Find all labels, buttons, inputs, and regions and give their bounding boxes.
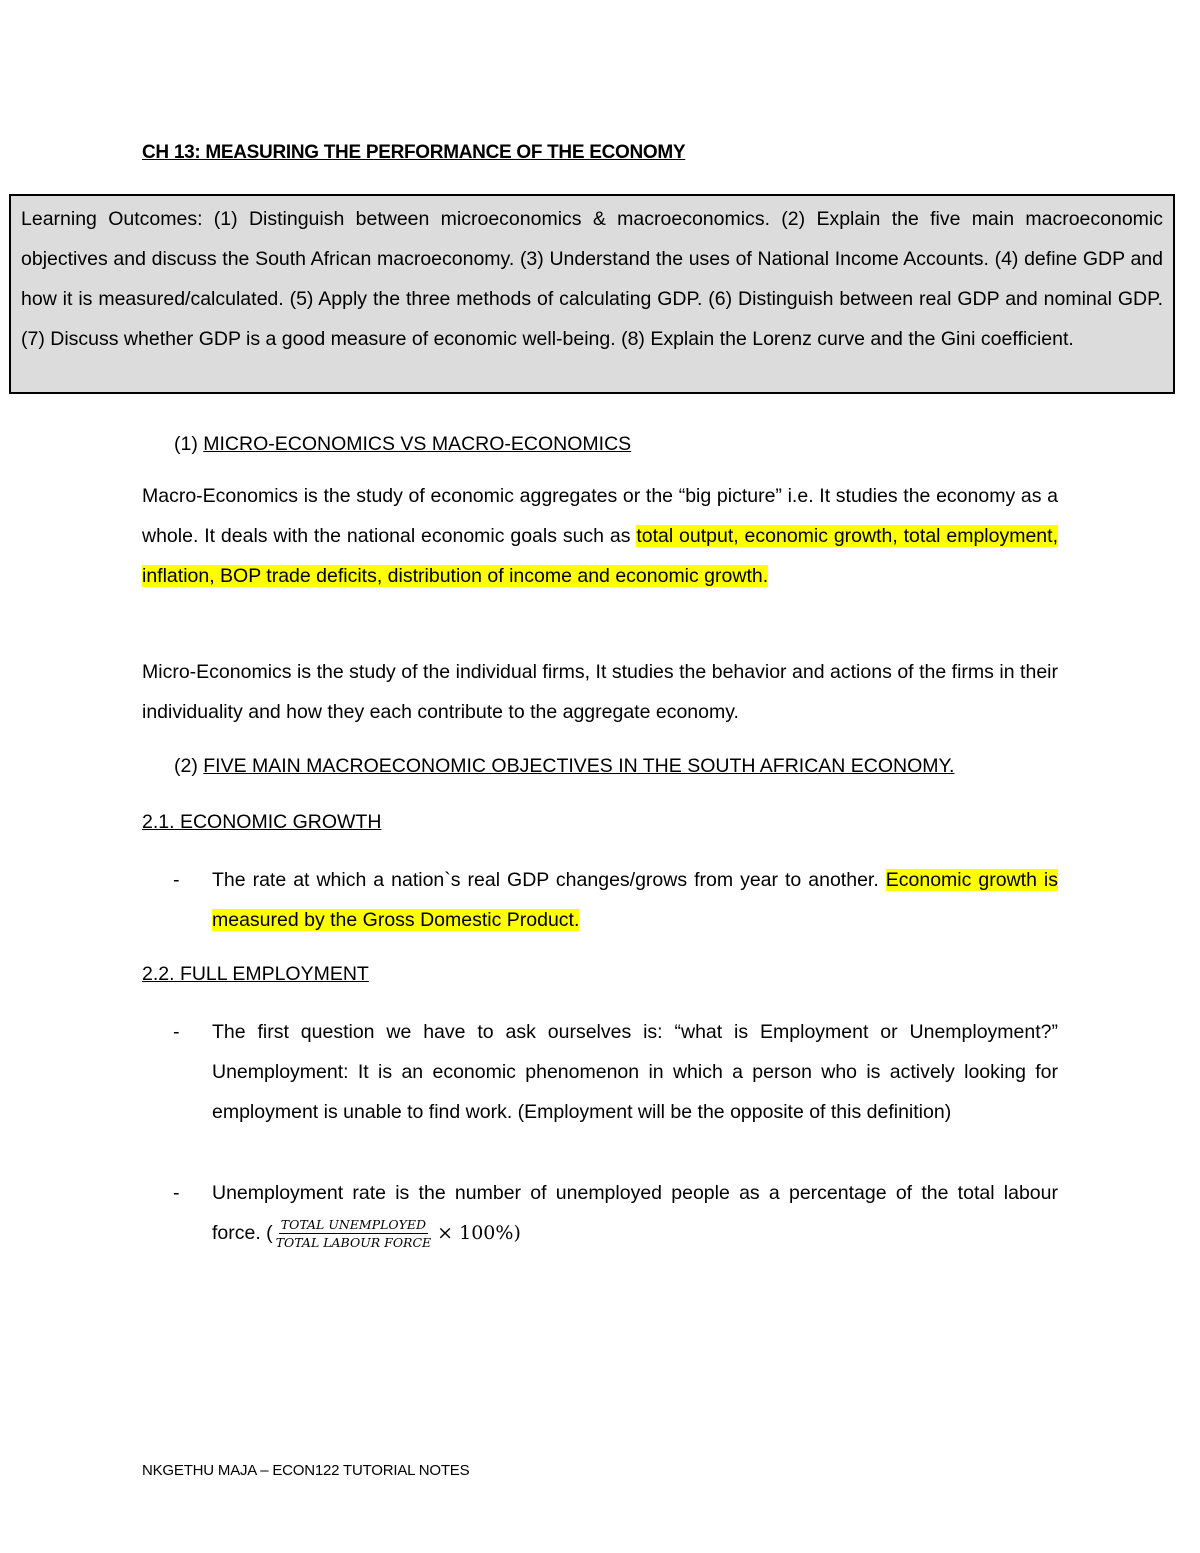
- list-dash: -: [173, 869, 180, 891]
- growth-bullet-text: The rate at which a nation`s real GDP changes/grows from year to another.: [212, 869, 886, 891]
- section2-number: (2): [174, 755, 204, 777]
- list-item: [212, 860, 1058, 940]
- employment-bullet1-text: The first question we have to ask ourselves is: “what is Employment or Unemployment?” Unemployment: It is an economic phenomenon in which a person who is actively looking for employment is unable to find work. (Employment will be the opposite of this definition): [212, 1021, 1058, 1123]
- macro-paragraph: [142, 476, 1058, 596]
- section1-heading-text: MICRO-ECONOMICS VS MACRO-ECONOMICS: [203, 433, 632, 455]
- section1-number: (1): [174, 433, 204, 455]
- page-footer: NKGETHU MAJA – ECON122 TUTORIAL NOTES: [142, 1462, 470, 1479]
- macro-text: Macro-Economics is the study of economic aggregates or the “big picture” i.e. It studies the economy as a whole. It deals with the national economic goals such as: [142, 485, 1058, 547]
- list-dash: -: [173, 1021, 180, 1043]
- micro-paragraph: [142, 652, 1058, 732]
- fraction-numerator: TOTAL UNEMPLOYED: [280, 1217, 427, 1233]
- employment-bullet2-text: Unemployment rate is the number of unemployed people as a percentage of the total labour force. (: [212, 1182, 1058, 1244]
- section1-heading: [174, 424, 631, 464]
- growth-bullet-highlight: Economic growth is measured by the Gross Domestic Product.: [212, 869, 1058, 931]
- micro-text: Micro-Economics is the study of the individual firms, It studies the behavior and actions of the firms in their individuality and how they each contribute to the aggregate economy.: [142, 661, 1058, 723]
- subsection-full-employment-heading: 2.2. FULL EMPLOYMENT: [142, 963, 369, 985]
- section2-heading-text: FIVE MAIN MACROECONOMIC OBJECTIVES IN THE SOUTH AFRICAN ECONOMY.: [203, 755, 955, 777]
- learning-outcomes-text: Learning Outcomes: (1) Distinguish between microeconomics & macroeconomics. (2) Explain the five main macroeconomic objectives and discuss the South African macroeconomy. (3) Understand the uses of National Income Accounts. (4) define GDP and how it is measured/calculated. (5) Apply the three methods of calculating GDP. (6) Distinguish between real GDP and nominal GDP. (7) Discuss whether GDP is a good measure of economic well-being. (8) Explain the Lorenz curve and the Gini coefficient.: [21, 208, 1163, 350]
- subsection-economic-growth-heading: 2.1. ECONOMIC GROWTH: [142, 811, 382, 833]
- learning-outcomes-box: [9, 194, 1175, 394]
- macro-highlight: total output, economic growth, total employment, inflation, BOP trade deficits, distribution of income and economic growth.: [142, 525, 1058, 587]
- section2-heading: [174, 746, 954, 786]
- unemployment-rate-fraction: [274, 1217, 433, 1250]
- page-title: CH 13: MEASURING THE PERFORMANCE OF THE ECONOMY: [142, 142, 686, 163]
- formula-multiplier: × 100%): [437, 1222, 521, 1244]
- list-item: [212, 1012, 1058, 1132]
- list-dash: -: [173, 1182, 180, 1204]
- fraction-denominator: TOTAL LABOUR FORCE: [275, 1235, 432, 1251]
- list-item: [212, 1173, 1058, 1253]
